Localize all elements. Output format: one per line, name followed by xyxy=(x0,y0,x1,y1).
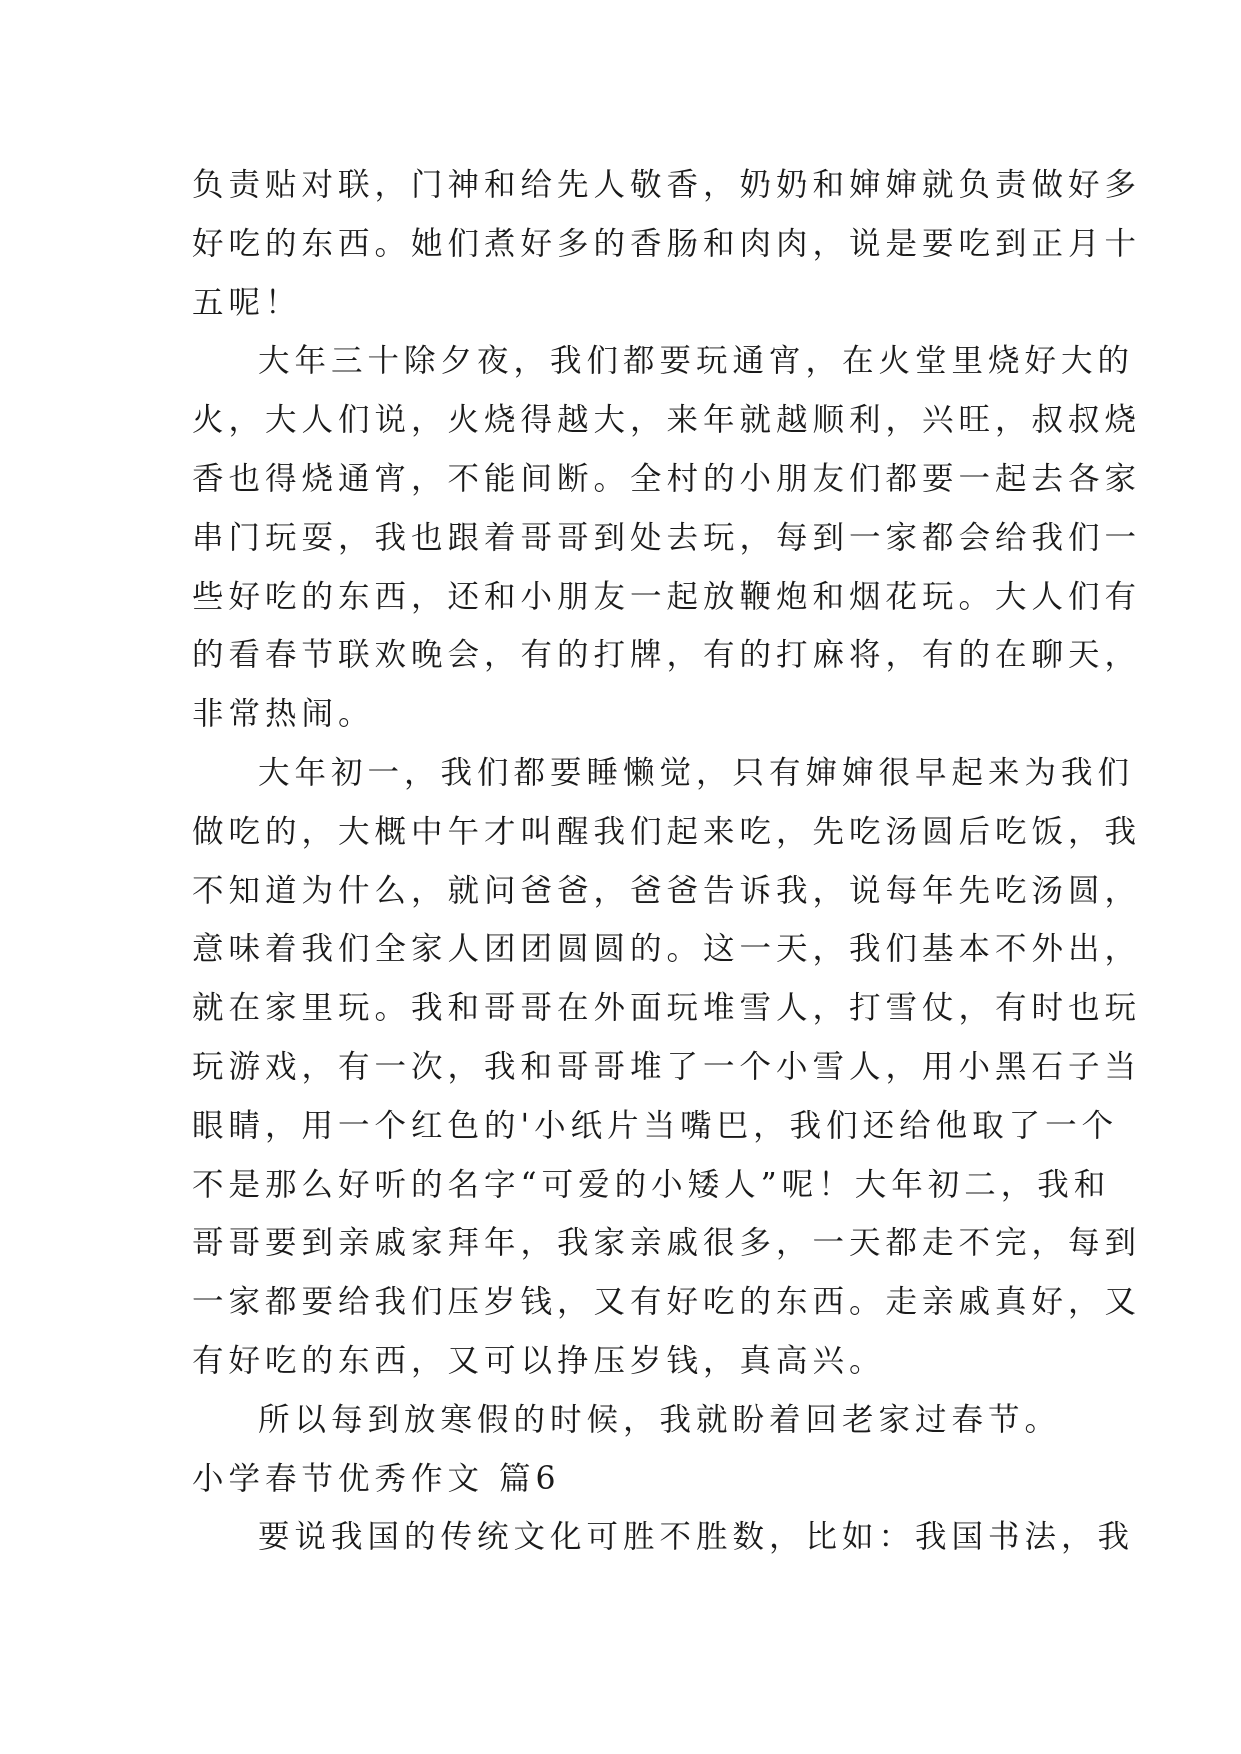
paragraph-first-line: 大年初一，我们都要睡懒觉，只有婶婶很早起来为我们 xyxy=(258,754,1135,791)
text-line: 负责贴对联，门神和给先人敬香，奶奶和婶婶就负责做好多 xyxy=(192,167,1142,203)
paragraph-first-line: 大年三十除夕夜，我们都要玩通宵，在火堂里烧好大的 xyxy=(258,343,1135,380)
text-line: 意味着我们全家人团团圆圆的。这一天，我们基本不外出， xyxy=(192,931,1142,968)
essay-text xyxy=(192,156,1142,1567)
text-line: 香也得烧通宵，不能间断。全村的小朋友们都要一起去各家 xyxy=(192,460,1142,497)
text-line: 非常热闹。 xyxy=(192,696,375,733)
text-line: 做吃的，大概中午才叫醒我们起来吃，先吃汤圆后吃饭，我 xyxy=(192,813,1142,850)
text-line: 哥哥要到亲戚家拜年，我家亲戚很多，一天都走不完，每到 xyxy=(192,1225,1142,1262)
text-line: 串门玩耍，我也跟着哥哥到处去玩，每到一家都会给我们一 xyxy=(192,519,1142,556)
text-line: 不是那么好听的名字“可爱的小矮人”呢！大年初二，我和 xyxy=(192,1166,1111,1203)
text-line: 的看春节联欢晚会，有的打牌，有的打麻将，有的在聊天， xyxy=(192,637,1142,674)
text-line: 火，大人们说，火烧得越大，来年就越顺利，兴旺，叔叔烧 xyxy=(192,402,1142,439)
text-line: 眼睛，用一个红色的'小纸片当嘴巴，我们还给他取了一个 xyxy=(192,1107,1119,1144)
text-line: 不知道为什么，就问爸爸，爸爸告诉我，说每年先吃汤圆， xyxy=(192,872,1142,909)
text-line: 有好吃的东西，又可以挣压岁钱，真高兴。 xyxy=(192,1342,886,1379)
text-line: 些好吃的东西，还和小朋友一起放鞭炮和烟花玩。大人们有 xyxy=(192,578,1142,615)
paragraph-first-line: 所以每到放寒假的时候，我就盼着回老家过春节。 xyxy=(258,1401,1062,1438)
text-line: 就在家里玩。我和哥哥在外面玩堆雪人，打雪仗，有时也玩 xyxy=(192,990,1142,1027)
text-line: 好吃的东西。她们煮好多的香肠和肉肉，说是要吃到正月十 xyxy=(192,225,1142,262)
text-line: 一家都要给我们压岁钱，又有好吃的东西。走亲戚真好，又 xyxy=(192,1284,1142,1321)
paragraph-first-line: 要说我国的传统文化可胜不胜数，比如：我国书法，我 xyxy=(258,1519,1135,1556)
text-line: 玩游戏，有一次，我和哥哥堆了一个小雪人，用小黑石子当 xyxy=(192,1048,1142,1085)
section-heading: 小学春节优秀作文 篇6 xyxy=(192,1460,561,1497)
text-line: 五呢！ xyxy=(192,284,302,321)
